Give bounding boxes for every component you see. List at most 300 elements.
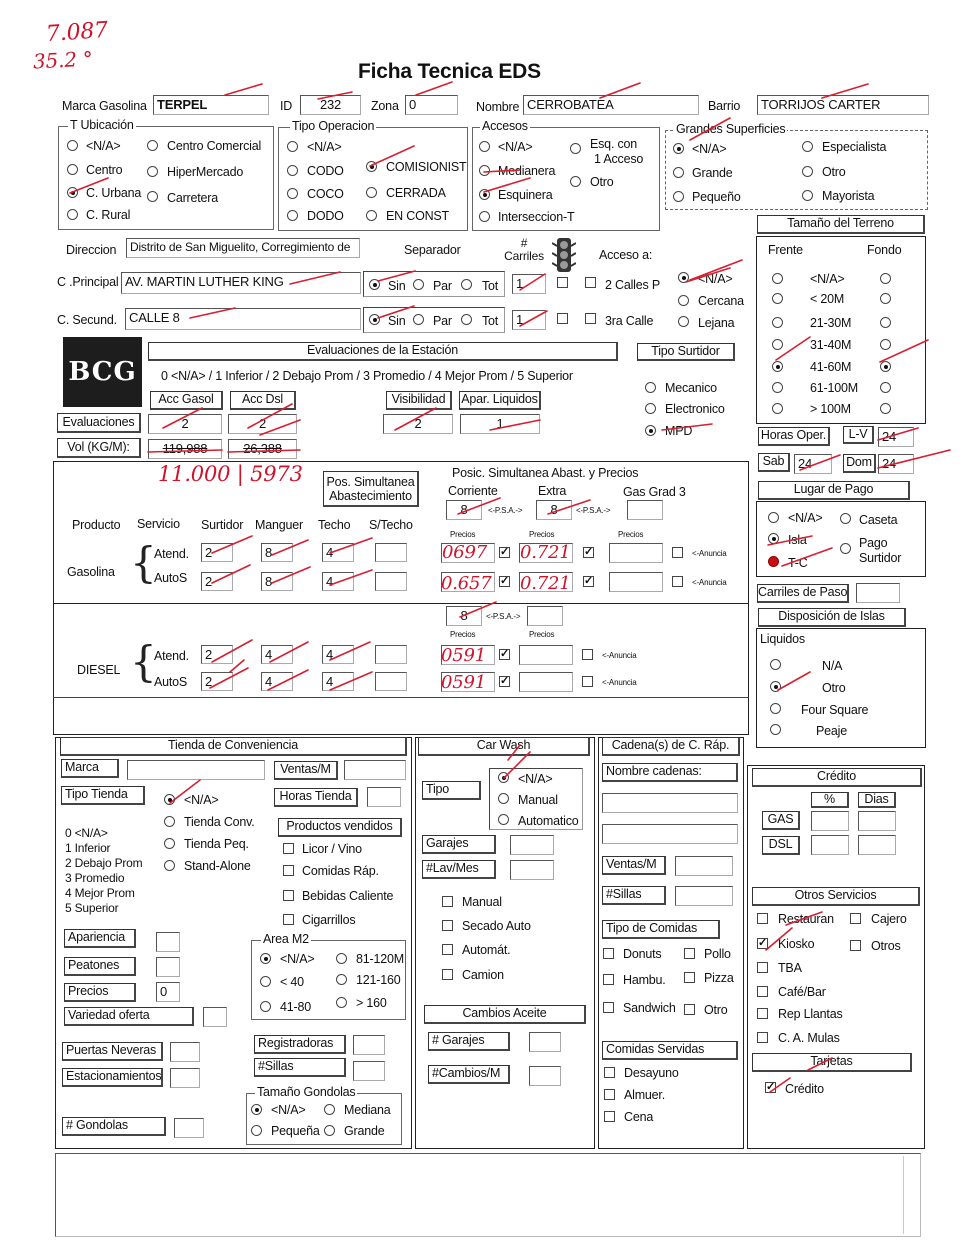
tipo-op-radio-na[interactable] <box>287 141 298 152</box>
comida-servida-check-1[interactable] <box>604 1089 615 1100</box>
evaluaciones-scale: 0 <N/A> / 1 Inferior / 2 Debajo Prom / 3 Promedio / 4 Mejor Prom / 5 Superior <box>161 369 573 383</box>
gasolina-label: Gasolina <box>67 565 115 579</box>
aceite-cambios-field[interactable] <box>529 1066 561 1086</box>
gas-precio-c-0[interactable] <box>609 543 663 563</box>
gs-radio-grande[interactable] <box>673 167 684 178</box>
accesos-label-interseccion: Interseccion-T <box>498 210 575 224</box>
carwash-radio-auto[interactable] <box>498 814 509 825</box>
c-principal-tot-radio[interactable] <box>461 279 472 290</box>
t-ubicacion-radio-cc[interactable] <box>147 140 158 151</box>
visibilidad-header: Visibilidad <box>386 391 452 410</box>
apar-liquidos-field[interactable]: 1 <box>460 414 540 434</box>
otros-serv-check-5[interactable] <box>757 986 768 997</box>
dsl-psa-field-2[interactable] <box>527 606 563 626</box>
area-radio-3[interactable] <box>336 974 347 985</box>
num-gondolas-label: # Gondolas <box>62 1117 166 1136</box>
area-radio-1[interactable] <box>336 953 347 964</box>
num-gondolas-field[interactable] <box>174 1118 204 1138</box>
handwritten-note-2: 35.2 ° <box>32 46 94 74</box>
c-secund-sin-radio[interactable] <box>369 314 380 325</box>
dsl-precio-a-check-0[interactable]: ✓ <box>500 648 510 660</box>
gas-atend-label: Atend. <box>154 547 189 561</box>
otros-serv-check-7[interactable] <box>757 1032 768 1043</box>
carwash-lavmes-field[interactable] <box>510 860 554 880</box>
c-principal-field[interactable]: AV. MARTIN LUTHER KING <box>121 272 361 294</box>
gas-stecho-0[interactable] <box>375 543 407 562</box>
accesos-radio-otro[interactable] <box>570 176 581 187</box>
diesel-label: DIESEL <box>77 663 121 677</box>
psa-label-corriente: <-P.S.A.-> <box>488 506 523 515</box>
accesos-label-1acceso: 1 Acceso <box>594 152 644 166</box>
acceso-radio-cercana[interactable] <box>678 295 689 306</box>
area-legend: Area M2 <box>263 932 309 946</box>
pago-radio-isla[interactable] <box>768 533 779 544</box>
frente-radio-1[interactable] <box>772 293 783 304</box>
gas-manguer-1[interactable]: 8 <box>261 572 293 591</box>
horas-oper-label: Horas Oper. <box>758 427 830 446</box>
gas-precio-a-check-1[interactable]: ✓ <box>500 575 510 587</box>
comida-tipo-check-1[interactable] <box>684 948 695 959</box>
corriente-field[interactable]: 8 <box>446 500 482 520</box>
acceso-radio-na[interactable] <box>678 272 689 283</box>
notes-box[interactable] <box>55 1153 921 1237</box>
dsl-precio-a-check-1[interactable]: ✓ <box>500 675 510 687</box>
cadenas-ventas-field[interactable] <box>675 856 733 876</box>
prod-vendido-label-2: Bebidas Caliente <box>302 889 394 903</box>
tienda-tipo-label-1: Tienda Conv. <box>184 815 255 829</box>
accesos-radio-na[interactable] <box>479 141 490 152</box>
sab-field[interactable]: 24 <box>794 454 832 474</box>
dsl-manguer-1[interactable]: 4 <box>261 672 293 691</box>
dsl-anuncia-check-0[interactable] <box>582 649 593 660</box>
gas-anuncia-label-0: <-Anuncia <box>692 549 727 558</box>
vol-field-2[interactable]: 26,388 <box>228 439 297 459</box>
dos-calles-label: 2 Calles P <box>605 278 660 292</box>
id-field[interactable]: 232 <box>300 95 361 115</box>
precios-label-3: Precios <box>618 530 644 539</box>
disp-label-otro: Otro <box>822 681 846 695</box>
dsl-techo-1[interactable]: 4 <box>322 672 354 691</box>
gs-radio-mayorista[interactable] <box>802 190 813 201</box>
gs-radio-pequeno[interactable] <box>673 191 684 202</box>
nombre-cadenas-field-2[interactable] <box>602 824 738 844</box>
t-ubicacion-radio-na[interactable] <box>67 140 78 151</box>
otros-serv-label-7: C. A. Mulas <box>778 1031 840 1045</box>
fondo-radio-3[interactable] <box>880 339 891 350</box>
direccion-label: Direccion <box>66 243 117 257</box>
dsl-autos-label: AutoS <box>154 675 188 689</box>
tarjetas-credito-checkbox[interactable]: ✓ <box>766 1081 776 1093</box>
direccion-field[interactable]: Distrito de San Miguelito, Corregimiento de <box>126 238 360 258</box>
accesos-radio-medianera[interactable] <box>479 165 490 176</box>
dsl-precio-b-0[interactable] <box>519 645 573 665</box>
credito-dsl-dias[interactable] <box>858 835 896 855</box>
c-secund-tot-radio[interactable] <box>461 314 472 325</box>
t-ubicacion-radio-centro[interactable] <box>67 164 78 175</box>
gondola-radio-0[interactable] <box>251 1104 262 1115</box>
carwash-opt-label-3: Camion <box>462 968 504 982</box>
comida-tipo-check-2[interactable] <box>603 974 614 985</box>
bcg-logo: BCG <box>63 337 142 407</box>
carwash-label-auto: Automatico <box>518 814 579 828</box>
cadenas-sillas-field[interactable] <box>675 886 733 906</box>
prod-vendido-check-0[interactable] <box>283 843 294 854</box>
dsl-stecho-0[interactable] <box>375 645 407 664</box>
pago-label-surtidor: Surtidor <box>859 551 902 565</box>
psa-label-extra: <-P.S.A.-> <box>576 506 611 515</box>
marca-field[interactable]: TERPEL <box>153 95 269 115</box>
gs-radio-na[interactable] <box>673 143 684 154</box>
gas-surtidor-1[interactable]: 2 <box>201 572 233 591</box>
credito-dias-label: Dias <box>858 792 896 808</box>
c-principal-carriles-field[interactable]: 1 <box>512 274 546 294</box>
c-principal-checkbox[interactable] <box>557 277 568 288</box>
gas-grad3-field[interactable] <box>627 500 663 520</box>
gas-stecho-1[interactable] <box>375 572 407 591</box>
pago-radio-na[interactable] <box>768 512 779 523</box>
gondola-radio-3[interactable] <box>324 1125 335 1136</box>
t-ubicacion-radio-rural[interactable] <box>67 209 78 220</box>
disp-radio-peaje[interactable] <box>770 724 781 735</box>
surtidor-radio-mpd[interactable] <box>645 425 656 436</box>
tipo-op-radio-cerrada[interactable] <box>366 187 377 198</box>
tipo-comidas-label: Tipo de Comidas <box>602 920 720 939</box>
tienda-ventas-field[interactable] <box>344 760 406 780</box>
fondo-radio-2[interactable] <box>880 317 891 328</box>
tienda-tipo-radio-1[interactable] <box>164 816 175 827</box>
disp-label-peaje: Peaje <box>816 724 847 738</box>
fondo-radio-6[interactable] <box>880 403 891 414</box>
col-servicio: Servicio <box>137 517 180 531</box>
carwash-radio-na[interactable] <box>498 772 509 783</box>
dsl-techo-0[interactable]: 4 <box>322 645 354 664</box>
dom-label: Dom <box>843 454 876 473</box>
c-secund-sin-label: Sin <box>388 314 406 328</box>
aceite-garajes-label: # Garajes <box>428 1032 510 1051</box>
fondo-label: Fondo <box>867 243 902 257</box>
prod-vendido-check-2[interactable] <box>283 890 294 901</box>
barrio-field[interactable]: TORRIJOS CARTER <box>757 95 929 115</box>
carriles-paso-field[interactable] <box>856 583 900 603</box>
t-ubicacion-radio-hiper[interactable] <box>147 166 158 177</box>
c-principal-label: C .Principal <box>57 275 119 289</box>
registradoras-field[interactable] <box>353 1035 385 1055</box>
comida-servida-label-1: Almuer. <box>624 1088 665 1102</box>
gas-surtidor-0[interactable]: 2 <box>201 543 233 562</box>
area-label-1: 81-120M <box>356 952 404 966</box>
gas-precio-b-check-0[interactable]: ✓ <box>584 546 594 558</box>
c-secund-checkbox[interactable] <box>557 313 568 324</box>
acceso-radio-lejana[interactable] <box>678 316 689 327</box>
comida-servida-check-2[interactable] <box>604 1111 615 1122</box>
dsl-anuncia-label-1: <-Anuncia <box>602 678 637 687</box>
frente-radio-5[interactable] <box>772 382 783 393</box>
carwash-opt-check-3[interactable] <box>442 969 453 980</box>
fondo-radio-4[interactable] <box>880 361 891 372</box>
visibilidad-field[interactable]: 2 <box>383 414 453 434</box>
area-label-5: > 160 <box>356 996 387 1010</box>
accesos-radio-interseccion[interactable] <box>479 211 490 222</box>
peatones-field[interactable] <box>156 957 180 977</box>
c-principal-par-radio[interactable] <box>413 279 424 290</box>
pago-radio-tc[interactable] <box>768 556 779 567</box>
dsl-manguer-0[interactable]: 4 <box>261 645 293 664</box>
disp-radio-na[interactable] <box>770 659 781 670</box>
gas-precio-c-1[interactable] <box>609 572 663 592</box>
evaluaciones-header: Evaluaciones de la Estación <box>148 342 618 361</box>
tienda-scale-4: 4 Mejor Prom <box>65 886 135 900</box>
gondola-radio-1[interactable] <box>324 1104 335 1115</box>
carwash-opt-check-2[interactable] <box>442 944 453 955</box>
pago-label-na: <N/A> <box>788 511 823 525</box>
tienda-tipo-radio-3[interactable] <box>164 860 175 871</box>
frente-radio-3[interactable] <box>772 339 783 350</box>
tipo-op-label-comisionist: COMISIONIST <box>386 160 467 174</box>
t-ubicacion-legend: T Ubicación <box>70 118 134 132</box>
accesos-radio-esq[interactable] <box>570 143 581 154</box>
carwash-opt-label-1: Secado Auto <box>462 919 531 933</box>
t-ubicacion-radio-carretera[interactable] <box>147 191 158 202</box>
c-secund-tot-label: Tot <box>482 314 499 328</box>
credito-header: Crédito <box>752 768 922 787</box>
gs-label-otro: Otro <box>822 165 846 179</box>
productos-divider-2 <box>53 697 749 698</box>
handwritten-note-1: 7.087 <box>45 17 109 48</box>
pos-simultanea-line2: Abastecimiento <box>329 489 412 503</box>
c-secund-par-radio[interactable] <box>413 314 424 325</box>
otros-serv-check-4[interactable] <box>757 962 768 973</box>
carwash-opt-label-0: Manual <box>462 895 502 909</box>
dsl-psa-field[interactable]: 8 <box>446 606 482 626</box>
gs-radio-especialista[interactable] <box>802 141 813 152</box>
productos-divider <box>53 603 749 604</box>
accesos-label-esq: Esq. con <box>590 137 638 151</box>
tarjetas-header: Tarjetas <box>752 1053 912 1072</box>
tienda-sillas-field[interactable] <box>353 1061 385 1081</box>
tienda-scale-0: 0 <N/A> <box>65 826 108 840</box>
aceite-garajes-field[interactable] <box>529 1032 561 1052</box>
marca-label: Marca Gasolina <box>62 99 147 113</box>
extra-field[interactable]: 8 <box>536 500 572 520</box>
otros-serv-check-1[interactable] <box>850 913 861 924</box>
gondola-radio-2[interactable] <box>251 1125 262 1136</box>
area-radio-0[interactable] <box>260 953 271 964</box>
surtidor-radio-mecanico[interactable] <box>645 382 656 393</box>
apariencia-label: Apariencia <box>64 929 136 948</box>
tienda-tipo-label-2: Tienda Peq. <box>184 837 249 851</box>
gs-label-especialista: Especialista <box>822 140 887 154</box>
comida-tipo-check-3[interactable] <box>684 972 695 983</box>
tipo-op-radio-coco[interactable] <box>287 188 298 199</box>
horas-tienda-field[interactable] <box>367 787 401 807</box>
handwritten-volumes: 11.000 | 5973 <box>158 462 303 486</box>
registradoras-label: Registradoras <box>254 1035 346 1054</box>
otros-serv-check-3[interactable] <box>850 940 861 951</box>
zona-field[interactable]: 0 <box>405 95 458 115</box>
carwash-opt-check-1[interactable] <box>442 920 453 931</box>
gasolina-brace: { <box>130 538 157 587</box>
aceite-cambios-label: #Cambios/M <box>428 1065 510 1084</box>
otros-serv-label-3: Otros <box>871 939 901 953</box>
otros-serv-check-2[interactable]: ✓ <box>758 937 768 949</box>
acc-dsl-field[interactable]: 2 <box>228 414 297 434</box>
acceso-a-label: Acceso a: <box>599 248 653 262</box>
surtidor-radio-electronico[interactable] <box>645 403 656 414</box>
notes-scrollbar[interactable] <box>903 1156 919 1234</box>
grandes-superficies-legend: Grandes Superficies <box>676 122 786 136</box>
fondo-radio-1[interactable] <box>880 293 891 304</box>
disp-label-four: Four Square <box>801 703 869 717</box>
tipo-tienda-label: Tipo Tienda <box>61 786 145 805</box>
tarjetas-credito-label: Crédito <box>785 1082 824 1096</box>
gas-anuncia-check-0[interactable] <box>672 547 683 558</box>
acc-gasol-field[interactable]: 2 <box>148 414 222 434</box>
area-radio-5[interactable] <box>336 997 347 1008</box>
gas-grad3-label: Gas Grad 3 <box>623 485 686 499</box>
vol-field-1[interactable]: 119,988 <box>148 439 222 459</box>
comida-tipo-check-5[interactable] <box>684 1004 695 1015</box>
otros-serv-label-0: Restauran <box>778 912 834 926</box>
frente-radio-0[interactable] <box>772 273 783 284</box>
corriente-label: Corriente <box>448 484 498 498</box>
estacionamientos-field[interactable] <box>170 1068 200 1088</box>
estacionamientos-label: Estacionamientos <box>62 1068 163 1087</box>
apariencia-field[interactable] <box>156 932 180 952</box>
credito-pct-label: % <box>811 792 849 808</box>
terreno-label-5: 61-100M <box>810 381 858 395</box>
productos-vendidos-label: Productos vendidos <box>278 818 402 837</box>
cadenas-sillas-label: #Sillas <box>602 886 666 905</box>
surtidor-label-electronico: Electronico <box>665 402 725 416</box>
t-ubicacion-label-urbana: C. Urbana <box>86 186 142 200</box>
carwash-garajes-label: Garajes <box>422 835 496 854</box>
hw-price-gas-autos-1: 0.657 <box>441 573 492 594</box>
gas-anuncia-check-1[interactable] <box>672 576 683 587</box>
otros-serv-check-6[interactable] <box>757 1008 768 1019</box>
credito-gas-dias[interactable] <box>858 811 896 831</box>
tipo-op-radio-codo[interactable] <box>287 165 298 176</box>
comida-tipo-check-0[interactable] <box>603 948 614 959</box>
frente-radio-6[interactable] <box>772 403 783 414</box>
t-ubicacion-label-na: <N/A> <box>86 139 121 153</box>
posic-simultanea-title: Posic. Simultanea Abast. y Precios <box>452 466 639 480</box>
accesos-label-otro: Otro <box>590 175 614 189</box>
credito-dsl-label: DSL <box>762 836 800 855</box>
gs-radio-otro[interactable] <box>802 166 813 177</box>
comida-servida-check-0[interactable] <box>604 1067 615 1078</box>
tipo-op-radio-comisionist[interactable] <box>366 161 377 172</box>
hw-price-dsl-autos: 0591 <box>441 672 487 693</box>
nombre-cadenas-field-1[interactable] <box>602 793 738 813</box>
frente-radio-4[interactable] <box>772 361 783 372</box>
credito-dsl-pct[interactable] <box>811 835 849 855</box>
tipo-op-label-na: <N/A> <box>307 140 342 154</box>
tienda-marca-field[interactable] <box>127 760 265 780</box>
comida-tipo-check-4[interactable] <box>603 1002 614 1013</box>
prod-vendido-check-1[interactable] <box>283 865 294 876</box>
otros-serv-check-0[interactable] <box>757 913 768 924</box>
tercera-calle-checkbox[interactable] <box>585 313 596 324</box>
c-secund-carriles-field[interactable]: 1 <box>512 310 546 330</box>
nombre-label: Nombre <box>476 100 520 114</box>
disp-radio-four[interactable] <box>770 703 781 714</box>
tipo-op-label-coco: COCO <box>307 187 344 201</box>
gas-techo-1[interactable]: 4 <box>322 572 354 591</box>
variedad-label: Variedad oferta <box>64 1007 194 1026</box>
comida-tipo-label-4: Sandwich <box>623 1001 676 1015</box>
precios-label-1: Precios <box>450 530 476 539</box>
t-ubicacion-radio-urbana[interactable] <box>67 187 78 198</box>
dsl-precio-b-1[interactable] <box>519 672 573 692</box>
variedad-field[interactable] <box>203 1007 227 1027</box>
dsl-surtidor-0[interactable]: 2 <box>201 645 233 664</box>
prod-vendido-check-3[interactable] <box>283 914 294 925</box>
tipo-operacion-legend: Tipo Operacion <box>292 119 375 133</box>
col-surtidor: Surtidor <box>201 518 244 532</box>
fondo-radio-0[interactable] <box>880 273 891 284</box>
c-principal-tot-label: Tot <box>482 279 499 293</box>
gas-techo-0[interactable]: 4 <box>322 543 354 562</box>
pago-radio-surtidor[interactable] <box>840 543 851 554</box>
id-label: ID <box>280 99 293 113</box>
accesos-radio-esquinera[interactable] <box>479 189 490 200</box>
col-techo: Techo <box>318 518 351 532</box>
gas-precio-b-check-1[interactable]: ✓ <box>584 575 594 587</box>
frente-radio-2[interactable] <box>772 317 783 328</box>
c-secund-field[interactable]: CALLE 8 <box>125 308 361 330</box>
area-radio-2[interactable] <box>260 976 271 987</box>
area-label-4: 41-80 <box>280 1000 311 1014</box>
gas-precio-a-check-0[interactable]: ✓ <box>500 546 510 558</box>
carwash-garajes-field[interactable] <box>510 835 554 855</box>
comida-servida-label-0: Desayuno <box>624 1066 679 1080</box>
c-principal-sin-radio[interactable] <box>369 279 380 290</box>
dsl-stecho-1[interactable] <box>375 672 407 691</box>
terreno-label-0: <N/A> <box>810 272 845 286</box>
gondola-label-3: Grande <box>344 1124 385 1138</box>
precios-field[interactable]: 0 <box>156 982 180 1002</box>
gas-anuncia-label-1: <-Anuncia <box>692 578 727 587</box>
comida-tipo-label-2: Hambu. <box>623 973 666 987</box>
lv-field[interactable]: 24 <box>878 427 914 447</box>
dsl-anuncia-check-1[interactable] <box>582 676 593 687</box>
dos-calles-checkbox[interactable] <box>585 277 596 288</box>
carwash-opt-check-0[interactable] <box>442 896 453 907</box>
cadenas-header: Cadena(s) de C. Ráp. <box>602 737 740 756</box>
area-radio-4[interactable] <box>260 1001 271 1012</box>
surtidor-label-mecanico: Mecanico <box>665 381 717 395</box>
disp-radio-otro[interactable] <box>770 681 781 692</box>
gas-manguer-0[interactable]: 8 <box>261 543 293 562</box>
credito-gas-pct[interactable] <box>811 811 849 831</box>
carwash-radio-manual[interactable] <box>498 793 509 804</box>
tienda-tipo-radio-2[interactable] <box>164 838 175 849</box>
nombre-field[interactable]: CERROBATEA <box>523 95 699 115</box>
frente-label: Frente <box>768 243 803 257</box>
gs-label-mayorista: Mayorista <box>822 189 875 203</box>
psa-label-dsl: <-P.S.A.-> <box>486 612 521 621</box>
prod-vendido-label-0: Licor / Vino <box>302 842 362 856</box>
prod-vendido-label-1: Comidas Ráp. <box>302 864 379 878</box>
dsl-surtidor-1[interactable]: 2 <box>201 672 233 691</box>
tienda-tipo-radio-0[interactable] <box>164 794 175 805</box>
puertas-field[interactable] <box>170 1042 200 1062</box>
tipo-op-radio-dodo[interactable] <box>287 210 298 221</box>
pago-radio-caseta[interactable] <box>840 513 851 524</box>
fondo-radio-5[interactable] <box>880 382 891 393</box>
dom-field[interactable]: 24 <box>878 454 914 474</box>
tipo-op-radio-enconst[interactable] <box>366 210 377 221</box>
